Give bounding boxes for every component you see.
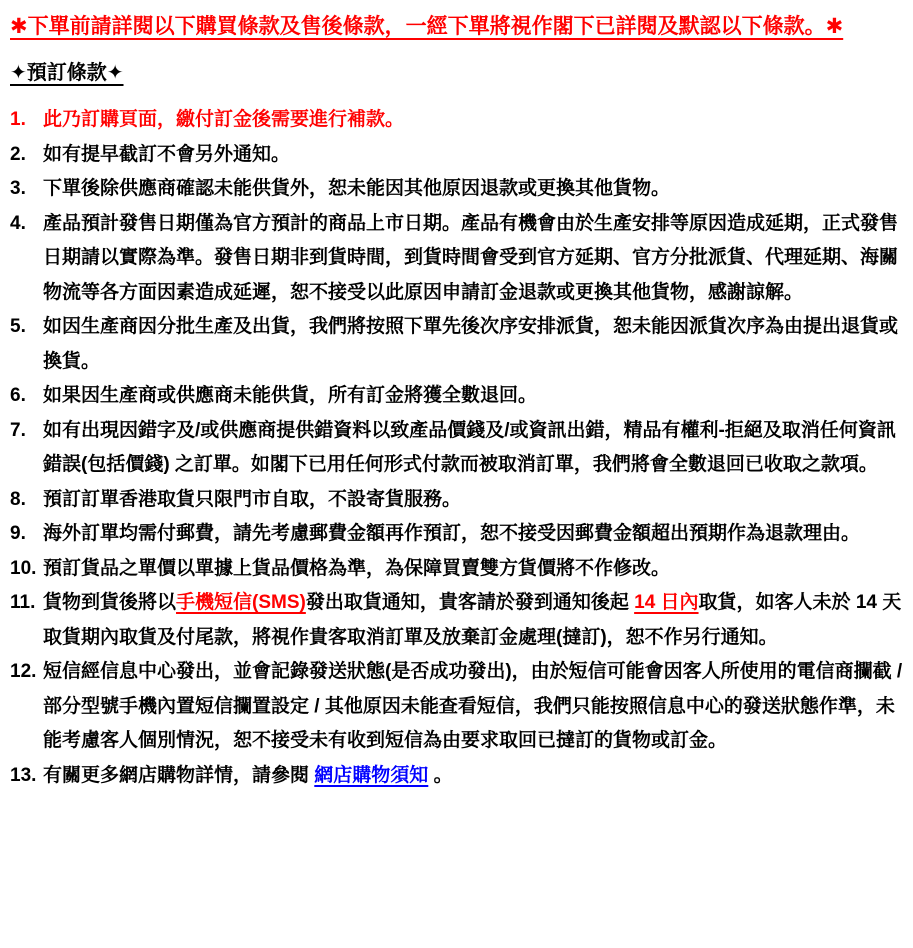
item-number: 4. (10, 212, 26, 234)
terms-item-4 (10, 207, 903, 311)
item-text: 產品預計發售日期僅為官方預計的商品上市日期。產品有機會由於生產安排等原因造成延期，正式發售日期請以實際為準。發售日期非到貨時間，到貨時間會受到官方延期、官方分批派貨、代理延期、海關物流等各方面因素造成延遲，恕不接受以此原因申請訂金退款或更換其他貨物，感謝諒解。 (43, 212, 899, 303)
item-text: 取貨，如客人未於 14 天取貨期內取貨及付尾款，將視作貴客取消訂單及放棄訂金處理(撻訂)，恕不作另行通知。 (43, 592, 902, 648)
section-heading-preorder-terms: ✦預訂條款✦ (10, 62, 124, 84)
item-text: 貨物到貨後將以 (43, 592, 177, 613)
item-text: 有關更多網店購物詳情，請參閱 (43, 764, 315, 786)
item-text: 海外訂單均需付郵費，請先考慮郵費金額再作預訂，恕不接受因郵費金額超出預期作為退款理由。 (43, 523, 861, 544)
item-text: 如因生產商因分批生產及出貨，我們將按照下單先後次序安排派貨，恕未能因派貨次序為由提出退貨或換貨。 (43, 316, 899, 372)
item-number: 12. (10, 661, 37, 682)
terms-item-9 (10, 517, 903, 552)
item-text: 下單後除供應商確認未能供貨外，恕未能因其他原因退款或更換其他貨物。 (43, 178, 671, 199)
terms-item-2 (10, 138, 903, 173)
item-number: 1. (10, 109, 26, 130)
item-text: 如果因生產商或供應商未能供貨，所有訂金將獲全數退回。 (43, 385, 538, 406)
terms-item-7 (10, 414, 903, 483)
pickup-deadline-highlight: 14 日內 (634, 592, 699, 613)
sms-notice-highlight: 手機短信(SMS) (176, 592, 306, 613)
terms-item-11 (10, 586, 903, 655)
item-number: 3. (10, 178, 26, 199)
item-text: 發出取貨通知，貴客請於發到通知後起 (305, 592, 635, 613)
shop-guide-link[interactable]: 網店購物須知 (314, 764, 429, 786)
item-number: 5. (10, 316, 26, 337)
terms-item-8 (10, 483, 903, 518)
terms-item-10 (10, 552, 903, 587)
item-number: 11. (10, 592, 36, 613)
item-number: 9. (10, 523, 26, 544)
terms-item-12 (10, 655, 903, 759)
item-number: 7. (10, 419, 26, 441)
item-text: 預訂貨品之單價以單據上貨品價格為準，為保障買賣雙方貨價將不作修改。 (43, 557, 671, 579)
terms-item-1 (10, 103, 903, 138)
terms-item-6 (10, 379, 903, 414)
item-text: 如有提早截訂不會另外通知。 (43, 143, 291, 165)
item-text: 如有出現因錯字及/或供應商提供錯資料以致產品價錢及/或資訊出錯，精品有權利-拒絕及取消任何資訊錯誤(包括價錢) 之訂單。如閣下已用任何形式付款而被取消訂單，我們將會全數退回已收取之款項。 (43, 419, 896, 475)
terms-item-13 (10, 759, 903, 794)
item-text: 。 (428, 764, 453, 786)
item-number: 6. (10, 385, 26, 406)
terms-item-5 (10, 310, 903, 379)
item-text: 短信經信息中心發出，並會記錄發送狀態(是否成功發出)，由於短信可能會因客人所使用的電信商攔截 / 部分型號手機內置短信攔置設定 / 其他原因未能查看短信，我們只能按照信息中心的發送狀態作準，未能考慮客人個別情況，恕不接受未有收到短信為由要求取回已撻訂的貨物或訂金。 (43, 661, 903, 751)
main-warning-heading: ✱下單前請詳閱以下購買條款及售後條款，一經下單將視作閣下已詳閱及默認以下條款。✱ (10, 15, 844, 38)
item-number: 13. (10, 764, 37, 786)
terms-list (10, 103, 903, 793)
item-number: 2. (10, 143, 26, 165)
item-number: 8. (10, 488, 26, 510)
item-number: 10. (10, 557, 37, 579)
item-text: 此乃訂購頁面，繳付訂金後需要進行補款。 (43, 109, 405, 130)
terms-item-3 (10, 172, 903, 207)
item-text: 預訂訂單香港取貨只限門市自取，不設寄貨服務。 (43, 488, 462, 510)
